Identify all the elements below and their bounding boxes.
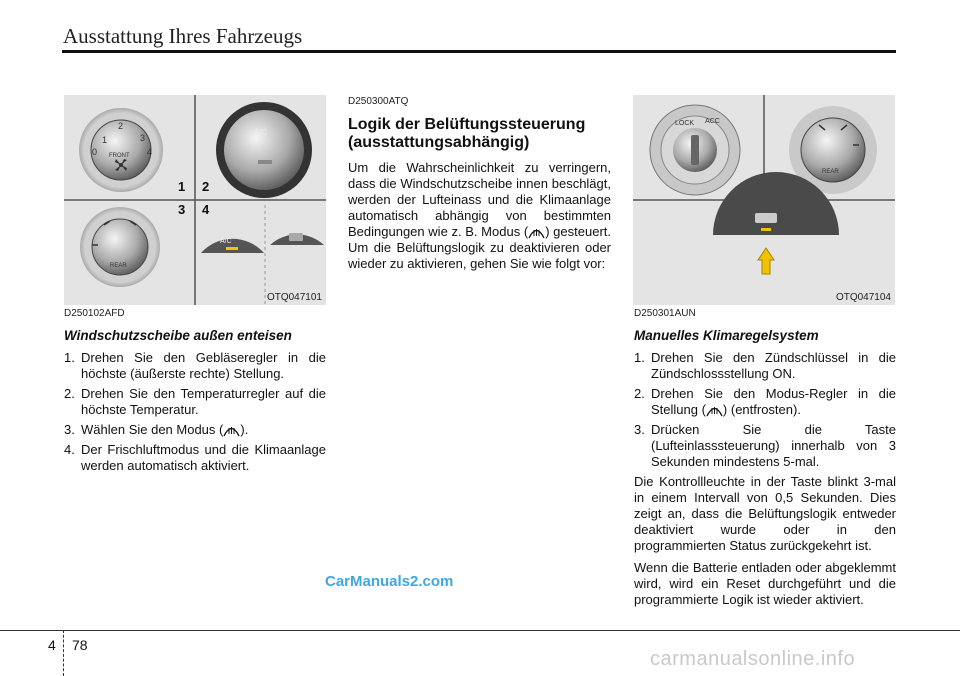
list-item (64, 442, 326, 474)
ignition-and-mode-figure (633, 95, 895, 305)
list-item (64, 422, 326, 438)
header-rule (62, 50, 896, 53)
section-ventilation-logic (348, 94, 611, 278)
dial-label: 4 (147, 147, 153, 157)
ac-button-label: A/C (220, 238, 232, 245)
callout-4: 4 (202, 202, 210, 217)
section-heading: Logik der Belüftungssteuerung (ausstattungsabhängig) (348, 116, 586, 151)
step-number: 4. (64, 442, 75, 457)
step-text: Drehen Sie den Temperaturregler auf die höchste Temperatur. (81, 386, 326, 417)
section-windshield-defrost (64, 306, 326, 478)
page-header-title: Ausstattung Ihres Fahrzeugs (63, 24, 303, 48)
section-heading: Manuelles Klimaregelsystem (634, 328, 819, 343)
step-number: 1. (64, 350, 75, 365)
footer-separator (63, 630, 64, 676)
section-paragraph: Um die Wahrscheinlichkeit zu verringern, dass die Windschutzscheibe innen beschlägt, werden der Lufteinass und die Klimaanlage automatisch abhängig von bestimmten Bedingungen wie z. B. Modus ( ) gesteuert. Um die Belüftungslogik zu deaktivieren oder wieder zu aktivieren, gehen Sie wie folgt vor: (348, 160, 611, 271)
dial-label: FRONT (109, 153, 130, 159)
ignition-lock-label: LOCK (675, 120, 695, 127)
section-paragraph: Die Kontrollleuchte in der Taste blinkt 3-mal in einem Intervall von 0,5 Sekunden. Dies zeigt an, dass die Belüftungslogik entweder deaktiviert wurde oder in den programmierten Status zurückgekehrt ist. (634, 474, 896, 553)
list-item (634, 422, 896, 470)
ac-label: A/C (254, 128, 268, 137)
defrost-icon (528, 225, 545, 239)
defrost-icon (706, 403, 723, 417)
step-number: 1. (634, 350, 645, 365)
step-list (634, 350, 896, 470)
watermark-link[interactable]: CarManuals2.com (325, 573, 454, 590)
list-item (634, 386, 896, 418)
figure-code: OTQ047104 (835, 292, 891, 303)
section-paragraph: Wenn die Batterie entladen oder abgeklemmt wird, wird ein Reset durchgeführt und die programmierte Logik ist wieder aktiviert. (634, 560, 896, 607)
site-watermark: carmanualsonline.info (650, 648, 856, 670)
step-number: 2. (64, 386, 75, 401)
page-number: 78 (72, 637, 88, 653)
step-text: Wählen Sie den Modus ( (81, 422, 224, 437)
section-code: D250300ATQ (348, 96, 409, 107)
step-text: Drehen Sie den Gebläseregler in die höchste (äußerste rechte) Stellung. (81, 350, 326, 381)
list-item (634, 350, 896, 382)
dial-label: 1 (102, 135, 108, 145)
step-list (64, 350, 326, 474)
step-number: 3. (634, 422, 645, 437)
step-number: 3. (64, 422, 75, 437)
dial-label: REAR (822, 169, 839, 175)
step-text: Der Frischluftmodus und die Klimaanlage werden automatisch aktiviert. (81, 442, 326, 473)
list-item (64, 386, 326, 418)
climate-dials-illustration (64, 95, 326, 305)
step-text: Drehen Sie den Modus-Regler in die Stellung ( (651, 386, 896, 417)
step-text: Drücken Sie die Taste (Lufteinlasssteuerung) innerhalb von 3 Sekunden mindestens 5-mal. (651, 422, 896, 469)
step-text: Drehen Sie den Zündschlüssel in die Zündschlossstellung ON. (651, 350, 896, 381)
step-number: 2. (634, 386, 645, 401)
ignition-acc-label: ACC (705, 118, 720, 125)
step-text: ) (entfrosten). (722, 402, 801, 417)
step-text: ). (240, 422, 249, 437)
figure-code: OTQ047101 (266, 292, 322, 303)
callout-3: 3 (178, 202, 186, 217)
defrost-icon (223, 423, 240, 437)
section-manual-climate (634, 306, 896, 614)
dial-label: 2 (118, 121, 124, 131)
callout-2: 2 (202, 179, 210, 194)
ignition-dials-illustration (633, 95, 895, 305)
section-code: D250301AUN (634, 308, 696, 319)
list-item (64, 350, 326, 382)
section-code: D250102AFD (64, 308, 125, 319)
dial-label: 3 (140, 133, 146, 143)
chapter-number: 4 (48, 637, 56, 653)
dial-label: 0 (92, 147, 98, 157)
climate-control-figure (64, 95, 326, 305)
section-heading: Windschutzscheibe außen enteisen (64, 328, 292, 343)
callout-1: 1 (178, 179, 186, 194)
dial-label: REAR (110, 263, 127, 269)
footer-rule (0, 630, 960, 631)
